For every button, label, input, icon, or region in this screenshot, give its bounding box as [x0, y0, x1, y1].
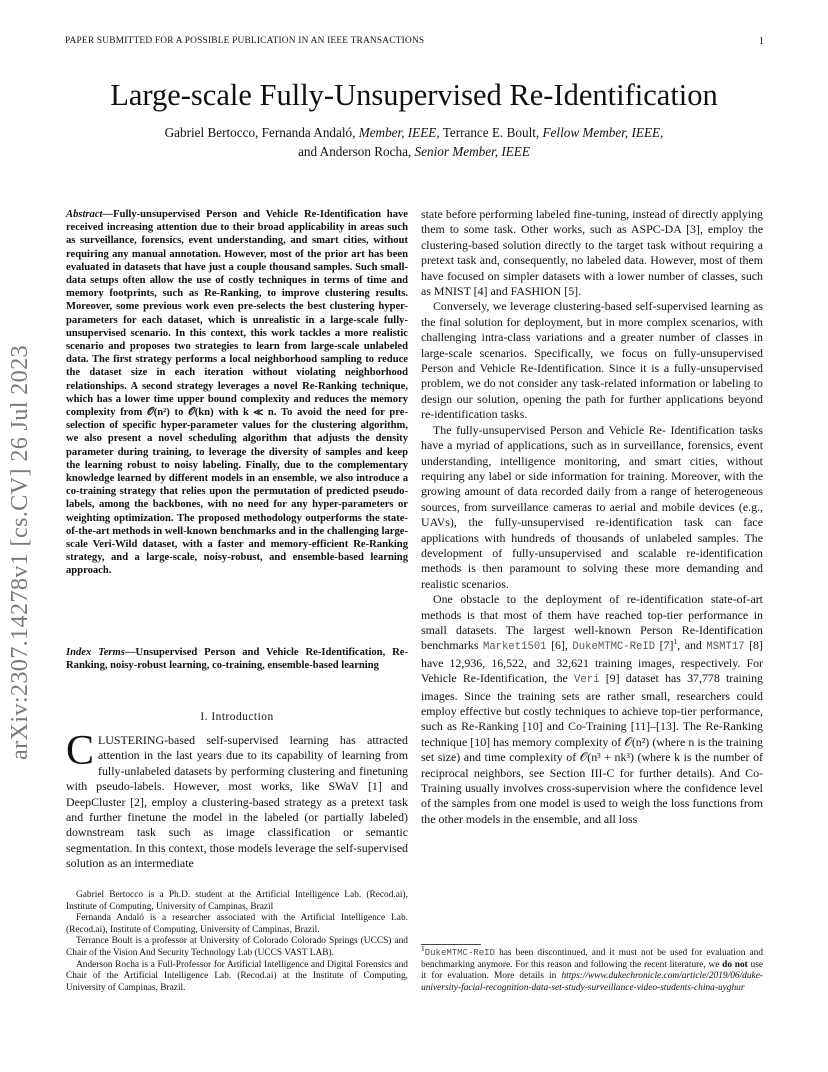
footnote-ref[interactable]: 1 [673, 637, 678, 647]
p4-text-b: [6], [551, 638, 568, 653]
author-names-2: Terrance E. Boult, [442, 125, 540, 140]
right-column-body [421, 207, 763, 827]
paper-title: Large-scale Fully-Unsupervised Re-Identification [110, 78, 718, 112]
footnote-url[interactable]: https://www.dukechronicle.com/article/2019/06/duke-university-facial-recognition-data-set-study-surveillance-video-students-china-uyghur [421, 971, 764, 993]
author-role-1: Member, IEEE, [358, 125, 440, 140]
author-affiliations [66, 890, 408, 994]
abstract-text: —Fully-unsupervised Person and Vehicle Re-Identification have received increasing attention due to their broad applicability in areas such as surveillance, forensics, event understanding, and smart cities, without requiring any manual annotation. However, most of the prior art has been evaluated in datasets that have just a couple thousand samples. Such small-data setups often allow the use of costly techniques in terms of time and memory footprints, such as Re-Ranking, to improve clustering results. Moreover, some previous work even pre-selects the best clustering hyper-parameters for each dataset, which is unrealistic in a large-scale fully-unsupervised scenario. In this context, this work tackles a more realistic scenario and proposes two strategies to learn from large-scale unlabeled data. The first strategy performs a local neighborhood sampling to reduce the dataset size in each iteration without violating neighborhood relationships. A second strategy leverages a novel Re-Ranking technique, which has a lower time upper bound complexity and reduces the memory complexity from 𝒪(n²) to 𝒪(kn) with k ≪ n. To avoid the need for pre-selection of specific hyper-parameter values for the clustering algorithm, we also present a novel scheduling algorithm that adjusts the density parameter during training, to leverage the diversity of samples and keep the learning robust to noisy labeling. Finally, due to the complementary knowledge learned by different models in an ensemble, we also introduce a co-training strategy that relies upon the permutation of predicted pseudo-labels, among the backbones, with no need for any hyper-parameters or weighting optimization. The proposed methodology outperforms the state-of-the-art methods in well-known benchmarks and in the challenging large-scale Veri-Wild dataset, with a faster and memory-efficient Re-Ranking strategy, and a large-scale, noisy-robust, and ensemble-based learning approach. [66, 209, 408, 577]
index-terms [66, 646, 408, 672]
p4-text-c: [7] [659, 638, 674, 653]
section-heading: I. Introduction [200, 711, 274, 723]
author-list [0, 123, 828, 161]
intro-text: LUSTERING-based self-supervised learning has attracted attention in the last years due to its capability of learning from fully-unlabeled datasets by performing clustering and finetuning with pseudo-labels. However, most works, like SWaV [1] and DeepCluster [2], employ a clustering-based strategy as a pretext task and further finetune the model in the labeled (or partially labeled) downstream task such as image classification or semantic segmentation. In this context, those models leverage the self-supervised solution as an intermediate [66, 733, 408, 871]
dataset-market1501: Market1501 [482, 641, 547, 654]
dataset-veri: Veri [574, 674, 600, 687]
paragraph-3: The fully-unsupervised Person and Vehicle Re- Identification tasks have a myriad of applications, such as in surveillance, forensics, event understanding, intelligence monitoring, and smart cities, without requiring any label or side information for training. Moreover, with the growing amount of data recorded daily from a range of heterogeneous sources, from surveillance cameras to aerial and mobile devices (e.g., UAVs), the fully-unsupervised re-identification task can face applications with hundreds of thousands of unlabeled samples. The development of fully-unsupervised and scalable re-identification methods is then paramount to solving these more demanding and realistic scenarios. [421, 422, 763, 591]
page-number: 1 [759, 36, 764, 47]
affiliation-1: Gabriel Bertocco is a Ph.D. student at the Artificial Intelligence Lab. (Recod.ai), Institute of Computing, University of Campinas, Brazil [66, 890, 408, 912]
abstract-label: Abstract [66, 209, 103, 220]
dataset-msmt17: MSMT17 [706, 641, 745, 654]
footnote-dataset-name: DukeMTMC-ReID [424, 948, 495, 958]
index-terms-text: —Unsupervised Person and Vehicle Re-Identification, Re-Ranking, noisy-robust learning, co-training, ensemble-based learning [66, 647, 408, 672]
dataset-dukemtmc: DukeMTMC-ReID [572, 641, 656, 654]
paragraph-4 [421, 592, 763, 827]
author-role-2: Fellow Member, IEEE, [542, 125, 664, 140]
author-names-3: and Anderson Rocha, [298, 144, 412, 159]
running-head: PAPER SUBMITTED FOR A POSSIBLE PUBLICATION IN AN IEEE TRANSACTIONS [65, 36, 425, 46]
p4-text-d: , and [677, 638, 702, 653]
footnote-emphasis: do not [722, 959, 748, 970]
footnote-mark: 1 [421, 943, 425, 953]
index-terms-label: Index Terms [66, 647, 125, 658]
p4-text-e: [8] have 12,936, 16,522, and 32,621 training images, respectively. For Vehicle Re-Identification, the [421, 638, 763, 686]
footnote-text-a: has been discontinued, and it must not be used for evaluation and benchmarking anymore. For this reason and following the recent literature, we [421, 948, 764, 970]
author-role-3: Senior Member, IEEE [414, 144, 530, 159]
footnote-divider [421, 944, 481, 945]
p4-text-f: [9] dataset has 37,778 training images. Since the training sets are rather small, researchers could employ effective but costly techniques to achieve top-tier performance, such as Re-Ranking [10] and Co-Training [11]–[13]. The Re-Ranking technique [10] has memory complexity of 𝒪(n²) (where n is the training set size) and time complexity of 𝒪(n³ + nk³) (where k is the number of reciprocal neighbors, see Section III-C for further details). And Co-Training usually involves cross-supervision where the confidence level of the samples from one model is used to weigh the loss functions from the other models in the ensemble, and all loss [421, 671, 763, 826]
intro-paragraph [66, 728, 408, 872]
footnote-text-b: use it for evaluation. More details in [421, 959, 763, 982]
arxiv-identifier: arXiv:2307.14278v1 [cs.CV] 26 Jul 2023 [6, 345, 33, 760]
affiliation-4: Anderson Rocha is a Full-Professor for Artificial Intelligence and Digital Forensics and Chair of the Artificial Intelligence Lab. (Recod.ai) at the Institute of Computing, University of Campinas, Brazil. [66, 959, 408, 993]
author-names-1: Gabriel Bertocco, Fernanda Andaló, [164, 125, 356, 140]
abstract [66, 208, 408, 578]
affiliation-2: Fernanda Andaló is a researcher associated with the Artificial Intelligence Lab. (Recod.ai), Institute of Computing, University of Campinas, Brazil. [66, 913, 408, 935]
drop-cap: C [66, 728, 95, 774]
affiliation-3: Terrance Boult is a professor at University of Colorado Colorado Springs (UCCS) and Chair of the Vision And Security Technology Lab (UCCS VAST LAB). [66, 936, 408, 958]
paragraph-2: Conversely, we leverage clustering-based self-supervised learning as the final solution for deployment, but in more complex scenarios, with challenging intra-class variations and a greater number of classes in large-scale scenarios. Specifically, we focus on fully-unsupervised Person and Vehicle Re-Identification. Since it is a fully-unsupervised problem, we do not consider any task-related information or labeling to design our solution, opening the path for further applications beyond re-identification tasks. [421, 299, 763, 422]
p4-text-a: One obstacle to the deployment of re-identification state-of-art methods is that most of them have reached top-tier performance in small datasets. The largest well-known Person Re-Identification benchmarks [421, 592, 763, 653]
footnote [421, 943, 764, 994]
paragraph-1: state before performing labeled fine-tuning, instead of directly applying them to some task. Other works, such as ASPC-DA [3], employ the clustering-based solution directly to the target task without requiring a pretext task and, consequently, no labeled data. However, most of them have focused on simpler datasets with a lower number of classes, such as MNIST [4] and FASHION [5]. [421, 207, 763, 299]
